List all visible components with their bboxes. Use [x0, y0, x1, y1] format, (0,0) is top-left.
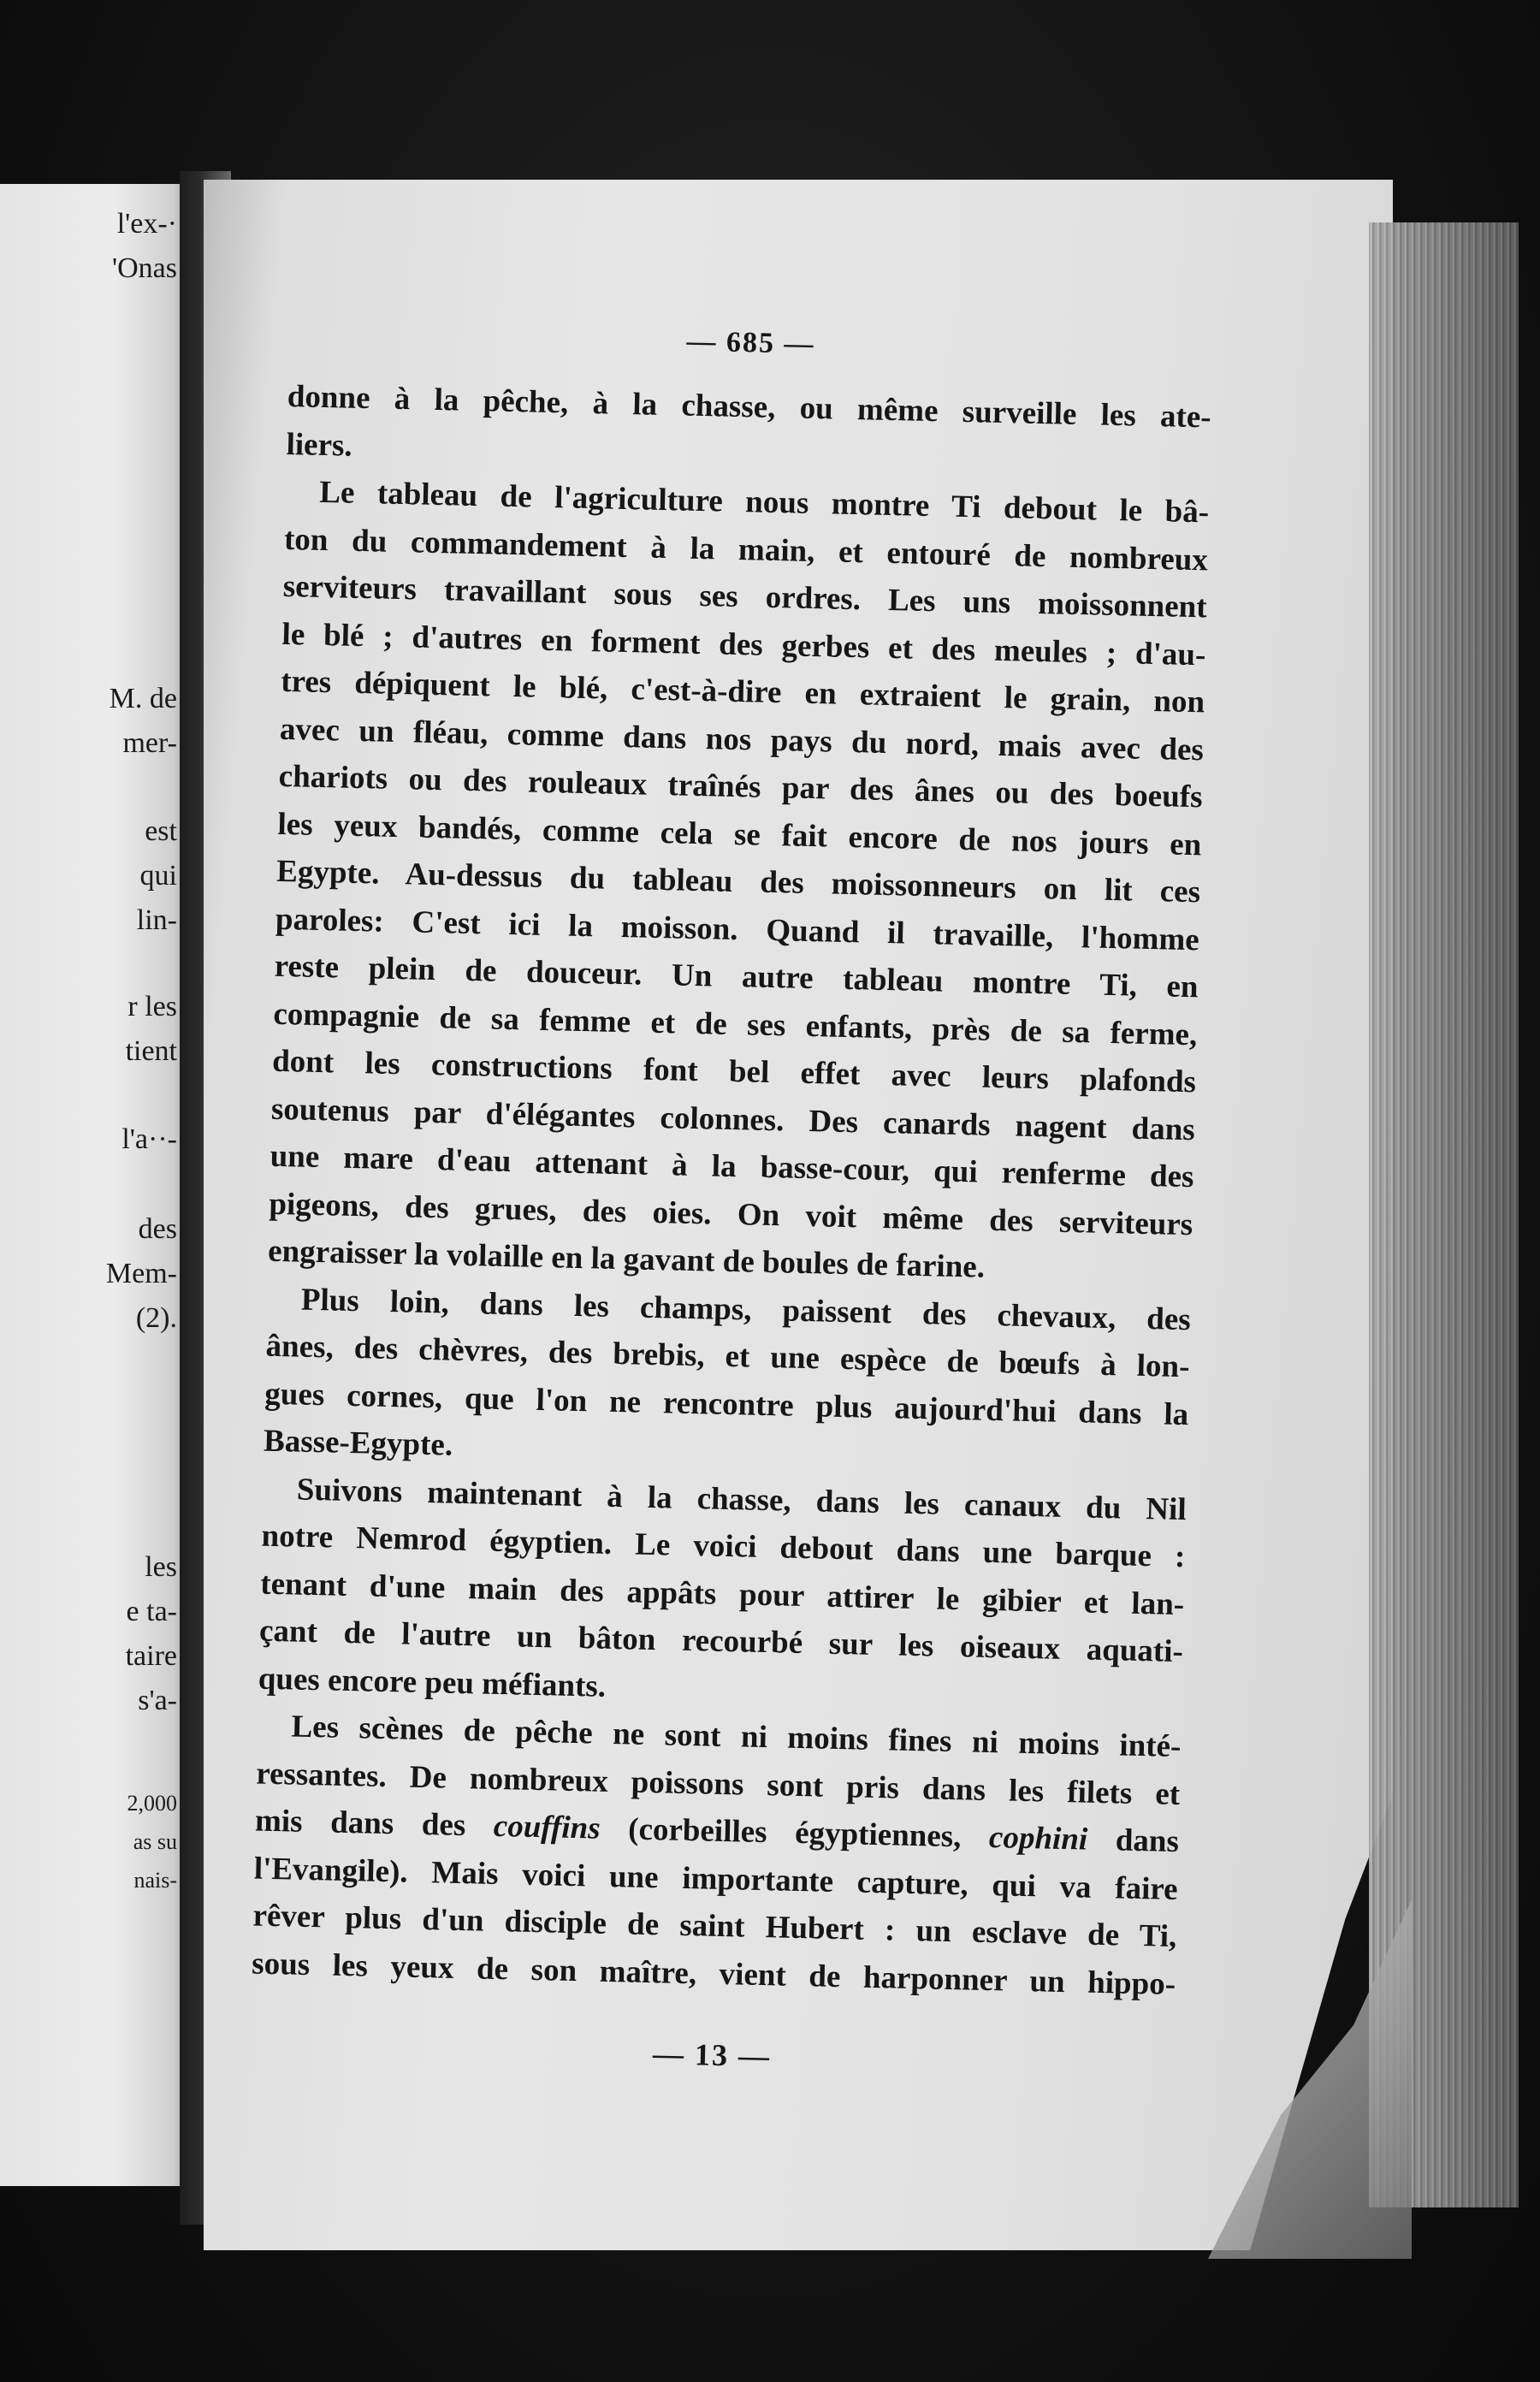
text-line: dont les constructions font bel effet avec leurs plafonds	[271, 1043, 1197, 1100]
text-line: çant de l'autre un bâton recourbé sur les oiseaux aquati-	[258, 1613, 1184, 1670]
paragraph-start: Suivons maintenant à la chasse, dans les canaux du Nil	[296, 1472, 1188, 1527]
text-line: liers.	[286, 426, 353, 464]
facing-page-fragment: taire	[125, 1640, 177, 1672]
text-line: ressantes. De nombreux poissons sont pris dans les filets et	[255, 1756, 1181, 1812]
text-run: mis dans des	[254, 1803, 466, 1844]
facing-page-fragment: s'a-	[138, 1685, 177, 1716]
text-line: Basse-Egypte.	[263, 1423, 453, 1463]
facing-page-fragment: lin-	[136, 904, 177, 936]
text-line: sous les yeux de son maître, vient de harponner un hippo-	[251, 1946, 1176, 2002]
facing-page-footnote: nais-	[133, 1868, 177, 1893]
facing-page-fragment: qui	[139, 860, 177, 892]
italic-term: couffins	[493, 1808, 601, 1846]
page-text	[250, 317, 1213, 2083]
facing-page-fragment: Mem-	[105, 1258, 177, 1289]
text-line: Egypte. Au-dessus du tableau des moissonneurs on lit ces	[275, 853, 1201, 910]
facing-page-fragment: des	[138, 1213, 177, 1245]
facing-page-fragment: mer-	[122, 727, 177, 759]
text-line: compagnie de sa femme et de ses enfants, près de sa ferme,	[273, 996, 1198, 1052]
facing-page-fragment: M. de	[109, 683, 177, 714]
text-line: ton du commandement à la main, et entouré de nombreux	[283, 521, 1209, 578]
text-line: donne à la pêche, à la chasse, ou même surveille les ate-	[287, 378, 1212, 436]
facing-page-fragment: r les	[127, 991, 177, 1022]
text-line: chariots ou des rouleaux traînés par des ânes ou des boeufs	[278, 758, 1203, 815]
page-edges-shade	[1369, 222, 1519, 2207]
text-line: le blé ; d'autres en forment des gerbes et des meules ; d'au-	[281, 616, 1206, 673]
facing-page-fragment: 'Onas	[111, 252, 177, 284]
text-line: une mare d'eau attenant à la basse-cour, qui renferme des	[270, 1138, 1194, 1195]
text-line: serviteurs travaillant sous ses ordres. Les uns moissonnent	[282, 568, 1208, 625]
text-line: l'Evangile). Mais voici une importante capture, qui va faire	[253, 1851, 1179, 1907]
text-line: tres dépiquent le blé, c'est-à-dire en extraient le grain, non	[280, 663, 1205, 720]
facing-page-fragment: est	[145, 815, 177, 847]
text-line: paroles: C'est ici la moisson. Quand il travaille, l'homme	[275, 901, 1200, 957]
text-line: avec un fléau, comme dans nos pays du nord, mais avec des	[279, 711, 1205, 767]
text-line: pigeons, des grues, des oies. On voit même des serviteurs	[269, 1186, 1194, 1242]
facing-page-fragment: e ta-	[126, 1596, 177, 1627]
text-line: ânes, des chèvres, des brebis, et une espèce de bœufs à lon-	[265, 1328, 1190, 1385]
text-line: rêver plus d'un disciple de saint Hubert : un esclave de Ti,	[252, 1898, 1177, 1955]
text-run: dans	[1115, 1822, 1180, 1860]
facing-page-fragment: l'ex-·	[116, 208, 177, 240]
text-line: notre Nemrod égyptien. Le voici debout dans une barque :	[261, 1518, 1186, 1575]
paragraph-start: Plus loin, dans les champs, paissent des chevaux, des	[300, 1282, 1192, 1337]
italic-term: cophini	[988, 1820, 1088, 1858]
text-line: soutenus par d'élégantes colonnes. Des canards nagent dans	[270, 1091, 1196, 1147]
facing-page-fragment: les	[145, 1551, 177, 1583]
facing-page-footnote: as su	[133, 1829, 177, 1854]
facing-page-fragment: (2).	[135, 1302, 177, 1334]
facing-page	[0, 184, 192, 2186]
text-line: tenant d'une main des appâts pour attirer le gibier et lan-	[259, 1566, 1185, 1622]
facing-page-fragment: l'a··-	[121, 1123, 177, 1155]
facing-page-fragment: tient	[125, 1035, 177, 1067]
paragraph-start: Le tableau de l'agriculture nous montre Ti debout le bâ-	[318, 474, 1210, 530]
text-run: (corbeilles égyptiennes,	[627, 1811, 962, 1855]
text-line: les yeux bandés, comme cela se fait encore de nos jours en	[277, 806, 1202, 862]
text-line: reste plein de douceur. Un autre tableau montre Ti, en	[274, 948, 1199, 1005]
paragraph-start: Les scènes de pêche ne sont ni moins fines ni moins inté-	[291, 1709, 1182, 1765]
facing-page-footnote: 2,000	[127, 1791, 177, 1816]
text-line: engraisser la volaille en la gavant de boules de farine.	[267, 1233, 986, 1285]
signature-mark: — 13 —	[652, 2036, 772, 2074]
text-line: gues cornes, que l'on ne rencontre plus aujourd'hui dans la	[264, 1376, 1189, 1432]
page-number: — 685 —	[686, 325, 815, 360]
text-line: ques encore peu méfiants.	[258, 1661, 607, 1704]
